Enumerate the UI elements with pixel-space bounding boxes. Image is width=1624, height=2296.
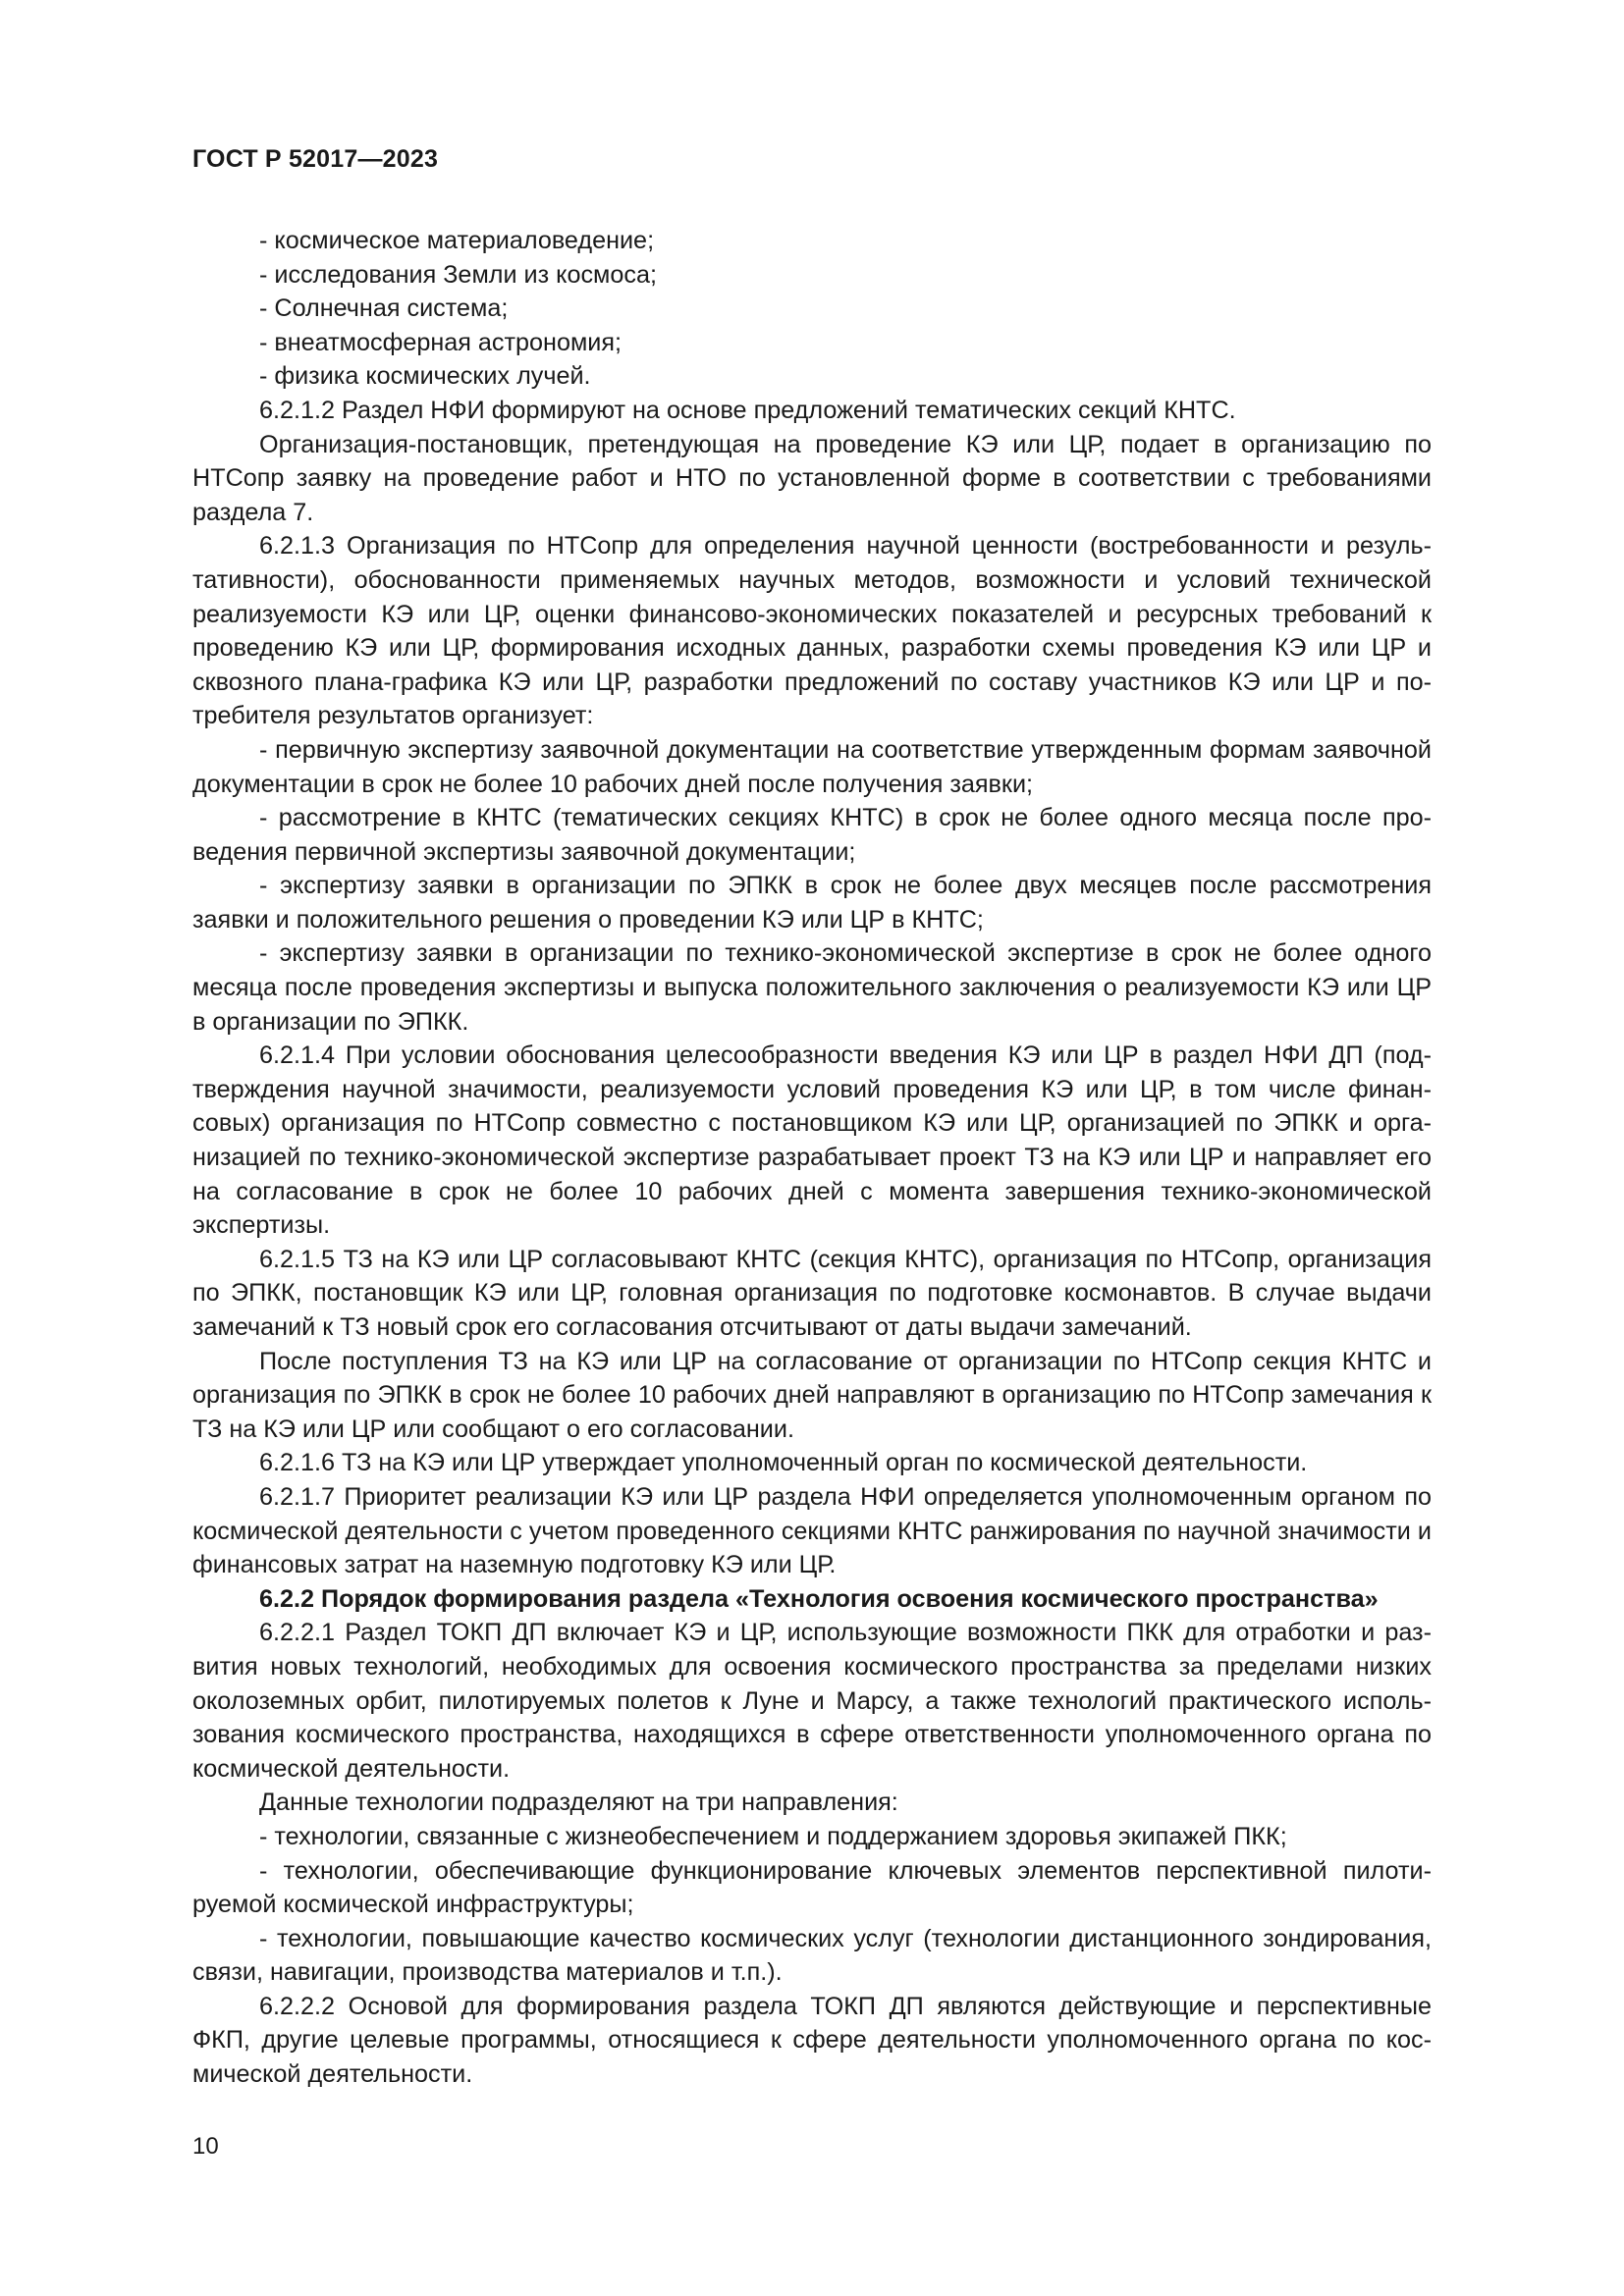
paragraph: Данные технологии подразделяют на три направления:: [259, 1789, 898, 1817]
list-item: - космическое материаловедение;: [259, 227, 655, 254]
list-item: - технологии, повышающие качество космических услуг (технологии дистанционного зондирования, связи, навигации, производства материалов и т.п.).: [192, 1924, 1432, 1987]
paragraph: Организация-постановщик, претендующая на проведение КЭ или ЦР, подает в организацию по НТСопр заявку на проведение работ и НТО по установленной форме в соответствии с требованиями раздела 7.: [192, 430, 1432, 526]
section-heading: 6.2.2 Порядок формирования раздела «Технология освоения космического пространства»: [259, 1584, 1379, 1613]
list-item: - исследования Земли из космоса;: [259, 260, 657, 289]
page-number: 10: [192, 2133, 219, 2160]
paragraph: 6.2.1.6 ТЗ на КЭ или ЦР утверждает уполномоченный орган по космической деятельности.: [259, 1449, 1308, 1477]
document-header: ГОСТ Р 52017—2023: [192, 145, 439, 173]
list-item: - рассмотрение в КНТС (тематических секциях КНТС) в срок не более одного месяца после проведения первичной экспертизы заявочной документации;: [192, 804, 1432, 866]
list-item: - экспертизу заявки в организации по технико-экономической экспертизе в срок не более одного месяца после проведения экспертизы и выпуска положительного заключения о реализуемости КЭ или ЦР в организации по ЭПКК.: [192, 939, 1432, 1036]
paragraph: 6.2.1.3 Организация по НТСопр для определения научной ценности (востребованности и результативности), обоснованности применяемых научных методов, возможности и условий технической реализуемости КЭ или ЦР, оценки финансово-экономических показателей и ресурсных требований к проведению КЭ или ЦР, формирования исходных данных, разработки схемы проведения КЭ или ЦР и сквозного плана-графика КЭ или ЦР, разработки предложений по составу участников КЭ или ЦР и потребителя результатов организует:: [192, 532, 1432, 730]
paragraph: 6.2.2.2 Основой для формирования раздела ТОКП ДП являются действующие и перспективные ФКП, другие целевые программы, относящиеся к сфере деятельности уполномоченного органа по космической деятельности.: [192, 1992, 1432, 2089]
list-item: - физика космических лучей.: [259, 362, 591, 391]
document-body: [192, 224, 1432, 2092]
paragraph: 6.2.1.2 Раздел НФИ формируют на основе предложений тематических секций КНТС.: [259, 396, 1236, 424]
paragraph: 6.2.1.5 ТЗ на КЭ или ЦР согласовывают КНТС (секция КНТС), организация по НТСопр, организация по ЭПКК, постановщик КЭ или ЦР, головная организация по подготовке космонавтов. В случае выдачи замечаний к ТЗ новый срок его согласования отсчитывают от даты выдачи замечаний.: [192, 1245, 1432, 1341]
list-item: - Солнечная система;: [259, 294, 509, 323]
paragraph: После поступления ТЗ на КЭ или ЦР на согласование от организации по НТСопр секция КНТС и организация по ЭПКК в срок не более 10 рабочих дней направляют в организацию по НТСопр замечания к ТЗ на КЭ или ЦР или сообщают о его согласовании.: [192, 1347, 1432, 1443]
list-item: - первичную экспертизу заявочной документации на соответствие утвержденным формам заявочной документации в срок не более 10 рабочих дней после получения заявки;: [192, 735, 1432, 798]
paragraph: 6.2.2.1 Раздел ТОКП ДП включает КЭ и ЦР, использующие возможности ПКК для отработки и развития новых технологий, необходимых для освоения космического пространства за пределами низких околоземных орбит, пилотируемых полетов к Луне и Марсу, а также технологий практического использования космического пространства, находящихся в сфере ответственности уполномоченного органа по космической деятельности.: [192, 1619, 1432, 1783]
list-item: - технологии, связанные с жизнеобеспечением и поддержанием здоровья экипажей ПКК;: [259, 1822, 1287, 1850]
list-item: - экспертизу заявки в организации по ЭПКК в срок не более двух месяцев после рассмотрения заявки и положительного решения о проведении КЭ или ЦР в КНТС;: [192, 872, 1432, 934]
paragraph: 6.2.1.4 При условии обоснования целесообразности введения КЭ или ЦР в раздел НФИ ДП (подтверждения научной значимости, реализуемости условий проведения КЭ или ЦР, в том числе финансовых) организация по НТСопр совместно с постановщиком КЭ или ЦР, организацией по ЭПКК и организацией по технико-экономической экспертизе разрабатывает проект ТЗ на КЭ или ЦР и направляет его на согласование в срок не более 10 рабочих дней с момента завершения технико-экономической экспертизы.: [192, 1041, 1432, 1240]
list-item: - внеатмосферная астрономия;: [259, 328, 622, 356]
paragraph: 6.2.1.7 Приоритет реализации КЭ или ЦР раздела НФИ определяется уполномоченным органом по космической деятельности с учетом проведенного секциями КНТС ранжирования по научной значимости и финансовых затрат на наземную подготовку КЭ или ЦР.: [192, 1482, 1432, 1579]
list-item: - технологии, обеспечивающие функционирование ключевых элементов перспективной пилотируемой космической инфраструктуры;: [192, 1856, 1432, 1919]
